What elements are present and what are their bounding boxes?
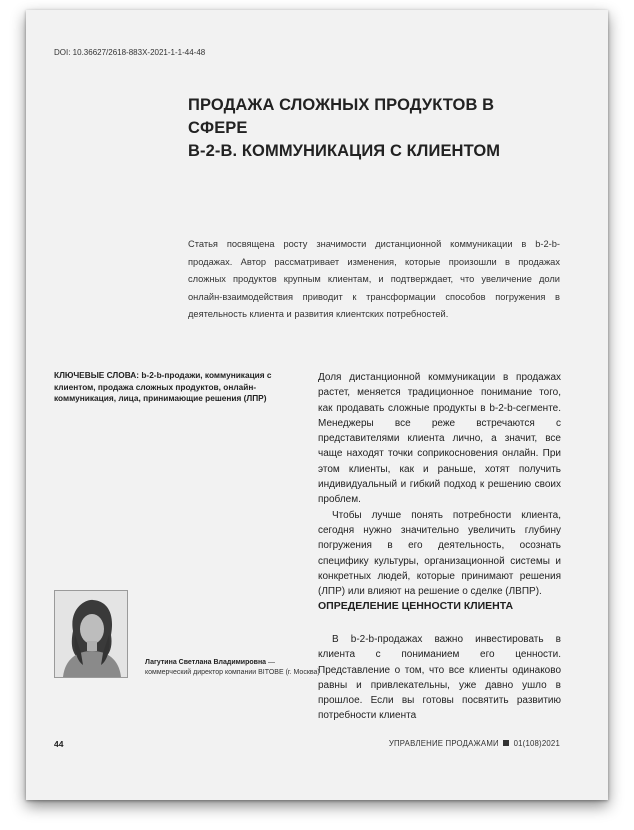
author-role: — коммерческий директор компании BITOBE (г. Москва): [145, 659, 320, 676]
author-photo: [54, 590, 128, 678]
author-portrait-icon: [55, 591, 127, 677]
author-caption: [145, 658, 320, 678]
article-title: [188, 94, 548, 163]
keywords: [54, 370, 304, 405]
section-heading: ОПРЕДЕЛЕНИЕ ЦЕННОСТИ КЛИЕНТА: [318, 600, 514, 612]
title-line-2: B-2-B. КОММУНИКАЦИЯ С КЛИЕНТОМ: [188, 142, 501, 160]
body-paragraph-2: Чтобы лучше понять потребности клиента, сегодня нужно значительно увеличить глубину погружения в его деятельность, осознать специфику культуры, организационной системы и конкретных людей, которые принимают решения (ЛПР) или влияют на решение о сделке (ЛВПР).: [318, 509, 561, 598]
body-column: [318, 370, 561, 599]
keywords-text: b-2-b-продажи, коммуникация с клиентом, продажа сложных продуктов, онлайн-коммуникация, лица, принимающие решения (ЛПР): [54, 370, 272, 403]
square-bullet-icon: [503, 740, 509, 746]
doi-line: DOI: 10.36627/2618-883X-2021-1-1-44-48: [54, 48, 206, 57]
body-column-continued: [318, 632, 561, 724]
author-name: Лагутина Светлана Владимировна: [145, 659, 267, 666]
keywords-label: КЛЮЧЕВЫЕ СЛОВА:: [54, 370, 140, 380]
journal-name: УПРАВЛЕНИЕ ПРОДАЖАМИ: [388, 739, 499, 748]
abstract: Статья посвящена росту значимости дистанционной коммуникации в b-2-b-продажах. Автор рассматривает изменения, которые произошли в продажах сложных продуктов крупным клиентам, и подтверждает, что увеличение доли онлайн-взаимодействия приводит к трансформации способов погружения в деятельность клиента и развития клиентских потребностей.: [188, 239, 560, 319]
journal-issue: 01(108)2021: [513, 739, 560, 748]
page-number: 44: [54, 739, 64, 749]
body-paragraph-3: В b-2-b-продажах важно инвестировать в клиента с пониманием его ценности. Представление о том, что все клиенты одинаково равны и привлекательны, уже давно ушло в прошлое. Если вы готовы посвятить развитию потребности клиента: [318, 634, 561, 722]
title-line-1: ПРОДАЖА СЛОЖНЫХ ПРОДУКТОВ В СФЕРЕ: [188, 96, 495, 137]
journal-footer: [389, 739, 560, 748]
body-paragraph-1: Доля дистанционной коммуникации в продажах растет, меняется традиционное понимание того, как продавать сложные продукты в b-2-b-сегменте. Менеджеры все реже встречаются с представителями клиента лично, а значит, все чаще находят точки соприкосновения онлайн. При этом клиенты, как и раньше, хотят получить индивидуальный и гибкий подход к решению своих проблем.: [318, 372, 561, 506]
